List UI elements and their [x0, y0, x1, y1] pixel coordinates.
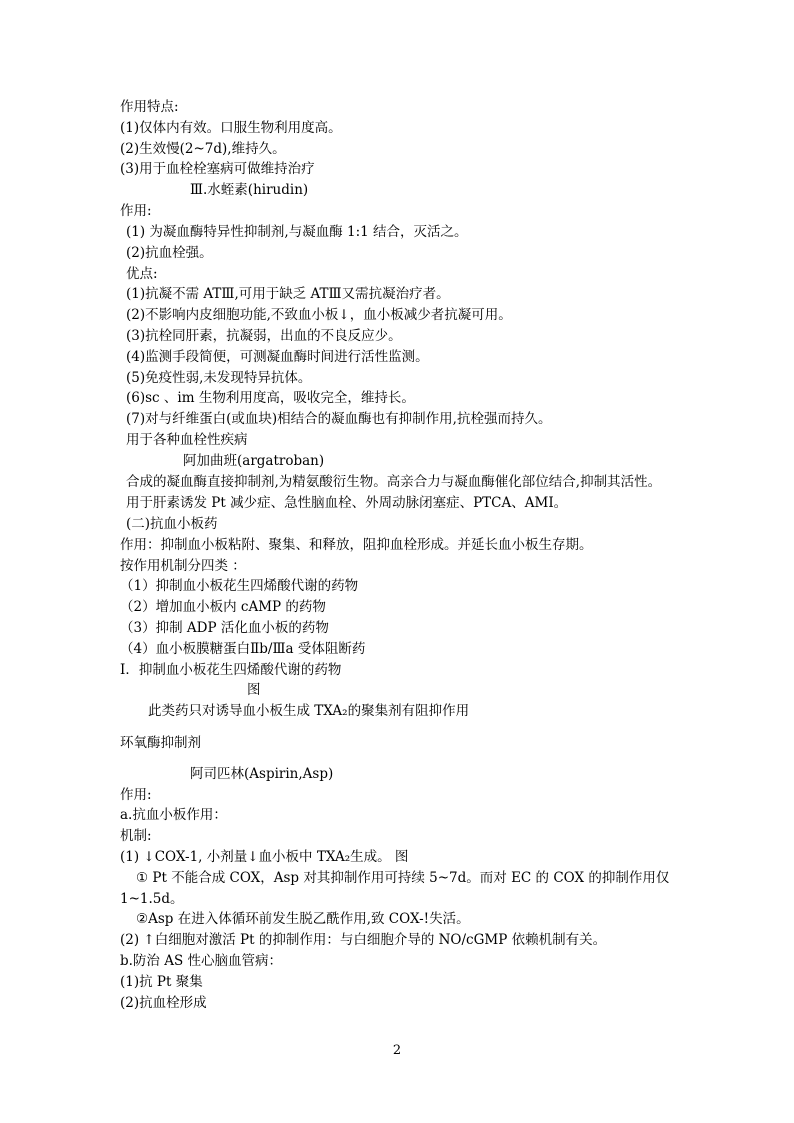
text-line: 1~1.5d。: [120, 891, 184, 907]
text-line: (2)抗血栓形成: [120, 995, 207, 1011]
list-item: （4）血小板膜糖蛋白Ⅱb/Ⅲa 受体阻断药: [120, 641, 366, 657]
section-heading: 阿司匹林(Aspirin,Asp): [190, 766, 334, 782]
text-line: (3)用于血栓栓塞病可做维持治疗: [120, 161, 315, 177]
text-line: (1) ↓COX-1, 小剂量↓血小板中 TXA₂生成。 图: [120, 849, 409, 865]
list-item: （3）抑制 ADP 活化血小板的药物: [120, 620, 329, 636]
text-line: 机制:: [120, 828, 152, 844]
section-heading: (二)抗血小板药: [126, 516, 218, 532]
text-line: a.抗血小板作用：: [120, 807, 227, 823]
text-line: (7)对与纤维蛋白(或血块)相结合的凝血酶也有抑制作用,抗栓强而持久。: [126, 411, 552, 427]
text-line: ① Pt 不能合成 COX，Asp 对其抑制作用可持续 5~7d。而对 EC 的 COX 的抑制作用仅: [136, 870, 670, 886]
text-line: (5)免疫性弱,未发现特异抗体。: [126, 370, 312, 386]
text-line: (4)监测手段简便，可测凝血酶时间进行活性监测。: [126, 349, 429, 365]
text-line: 按作用机制分四类 ：: [120, 558, 246, 574]
text-line: 优点:: [126, 266, 158, 282]
figure-placeholder: 图: [247, 682, 261, 698]
text-line: (1)抗凝不需 ATⅢ,可用于缺乏 ATⅢ又需抗凝治疗者。: [126, 286, 450, 302]
section-heading: Ⅰ．抑制血小板花生四烯酸代谢的药物: [120, 662, 342, 678]
page-number: 2: [392, 1043, 402, 1058]
list-item: （2）增加血小板内 cAMP 的药物: [120, 599, 326, 615]
text-line: b.防治 AS 性心脑血管病：: [120, 953, 283, 969]
text-line: 作用:: [120, 203, 152, 219]
text-line: (1)仅体内有效。口服生物利用度高。: [120, 120, 342, 136]
text-line: (2) ↑白细胞对激活 Pt 的抑制作用：与白细胞介导的 NO/cGMP 依赖机制有关。: [120, 932, 607, 948]
text-line: 此类药只对诱导血小板生成 TXA₂的聚集剂有阻抑作用: [148, 703, 470, 719]
text-line: 合成的凝血酶直接抑制剂,为精氨酸衍生物。高亲合力与凝血酶催化部位结合,抑制其活性。: [126, 474, 662, 490]
text-line: (2)不影响内皮细胞功能,不致血小板↓，血小板减少者抗凝可用。: [126, 307, 512, 323]
text-line: (2)抗血栓强。: [126, 245, 213, 261]
text-line: 用于肝素诱发 Pt 减少症、急性脑血栓、外周动脉闭塞症、PTCA、AMI。: [126, 495, 568, 511]
text-line: 作用特点:: [120, 99, 179, 115]
text-line: 用于各种血栓性疾病: [126, 432, 248, 448]
section-heading: 阿加曲班(argatroban): [183, 453, 325, 469]
text-line: (1) 为凝血酶特异性抑制剂,与凝血酶 1:1 结合，灭活之。: [126, 224, 468, 240]
section-heading: 环氧酶抑制剂: [120, 735, 201, 751]
text-line: 作用：抑制血小板粘附、聚集、和释放，阻抑血栓形成。并延长血小板生存期。: [120, 537, 593, 553]
text-line: (6)sc 、im 生物利用度高，吸收完全，维持长。: [126, 390, 415, 406]
list-item: （1）抑制血小板花生四烯酸代谢的药物: [120, 578, 359, 594]
text-line: (3)抗栓同肝素，抗凝弱，出血的不良反应少。: [126, 328, 402, 344]
section-heading: Ⅲ.水蛭素(hirudin): [190, 182, 309, 198]
text-line: ②Asp 在进入体循环前发生脱乙酰作用,致 COX-!失活。: [136, 911, 470, 927]
text-line: (1)抗 Pt 聚集: [120, 974, 203, 990]
text-line: (2)生效慢(2~7d),维持久。: [120, 141, 286, 157]
text-line: 作用:: [120, 787, 152, 803]
